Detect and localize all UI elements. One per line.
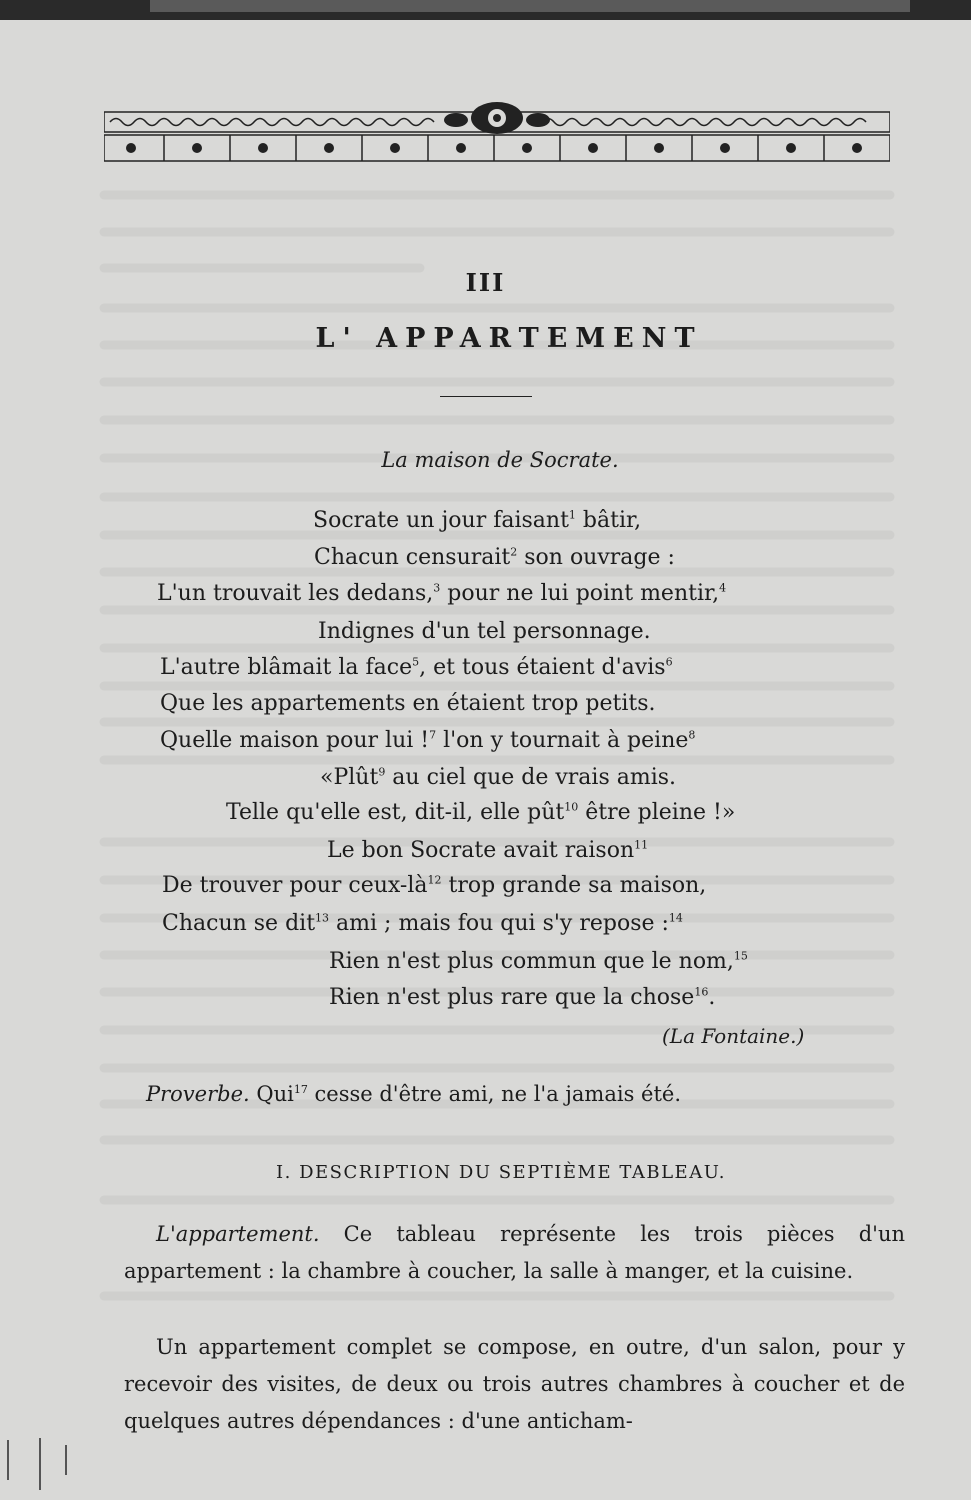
title-rule <box>440 396 532 397</box>
poem-line: «Plût$^9$ au ciel que de vrais amis. <box>320 765 677 790</box>
poem-title: La maison de Socrate. <box>381 448 619 472</box>
poem-line: Indignes d'un tel personnage. <box>318 619 651 644</box>
proverb: Proverbe. Qui$^{17}$ cesse d'être ami, ne l'a jamais été. <box>146 1082 681 1106</box>
poem-line: L'autre blâmait la face$^5$, et tous étaient d'avis$^6$ <box>160 655 673 680</box>
poem-line: Le bon Socrate avait raison$^{11}$ <box>327 838 649 863</box>
proverb-label: Proverbe. <box>146 1082 250 1106</box>
chapter-title: L' APPARTEMENT <box>315 323 703 354</box>
poem-line: Socrate un jour faisant$^1$ bâtir, <box>313 508 642 533</box>
header-ornament <box>104 100 890 168</box>
poem-line: Que les appartements en étaient trop petits. <box>160 691 656 716</box>
poem-line: Rien n'est plus rare que la chose$^{16}$. <box>329 985 716 1010</box>
paragraph: L'appartement. Ce tableau représente les trois pièces d'un appartement : la chambre à coucher, la salle à manger, et la cuisine. <box>124 1222 905 1283</box>
poem-line: Rien n'est plus commun que le nom,$^{15}$ <box>329 949 748 974</box>
paragraph-lead: L'appartement. <box>156 1222 320 1246</box>
chapter-number: III <box>465 268 506 297</box>
poem-attribution: (La Fontaine.) <box>662 1024 805 1048</box>
section-heading: I. DESCRIPTION DU SEPTIÈME TABLEAU. <box>276 1162 726 1183</box>
margin-marks <box>0 1420 80 1500</box>
paragraph: Un appartement complet se compose, en outre, d'un salon, pour y recevoir des visites, de deux ou trois autres chambres à coucher et de quelques autres dépendances : d'une anticham- <box>124 1335 905 1433</box>
scan-top-edge-highlight <box>150 0 910 12</box>
poem-line: Telle qu'elle est, dit-il, elle pût$^{10}$ être pleine !» <box>226 800 736 825</box>
poem-line: Quelle maison pour lui !$^7$ l'on y tournait à peine$^8$ <box>160 728 696 753</box>
scan-top-edge <box>0 0 971 20</box>
poem-line: L'un trouvait les dedans,$^3$ pour ne lui point mentir,$^4$ <box>157 581 727 606</box>
poem-line: Chacun se dit$^{13}$ ami ; mais fou qui s'y repose :$^{14}$ <box>162 911 683 936</box>
poem-line: De trouver pour ceux-$là^{12}$ trop grande sa maison, <box>162 873 707 898</box>
poem-line: Chacun censurait$^2$ son ouvrage : <box>314 545 675 570</box>
